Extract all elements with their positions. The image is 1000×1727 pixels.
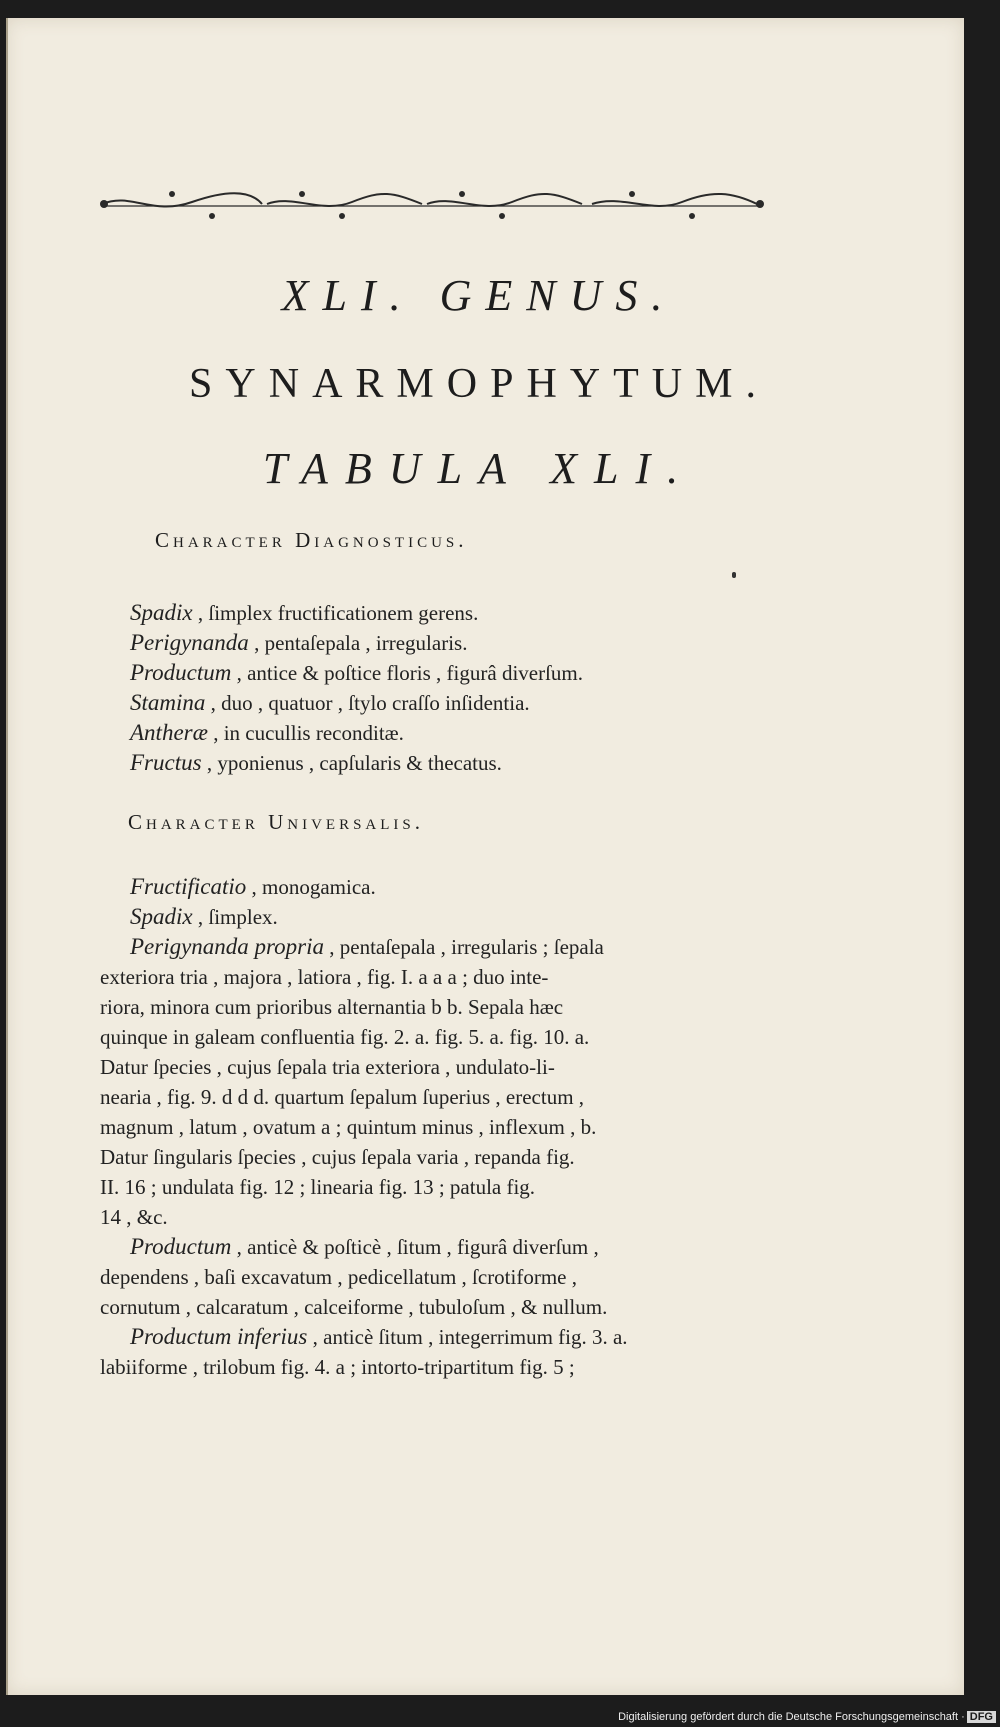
diag-line: Spadix , ſimplex fructificationem gerens. bbox=[130, 600, 479, 625]
para-line: cornutum , calcaratum , calceiforme , tubuloſum , & nullum. bbox=[100, 1295, 608, 1319]
para-line: 14 , &c. bbox=[100, 1205, 168, 1229]
univ-line: Fructificatio , monogamica. bbox=[130, 874, 376, 899]
universal-list bbox=[130, 872, 740, 932]
paragraph-perigynanda bbox=[100, 932, 745, 1232]
para-line: nearia , fig. 9. d d d. quartum ſepalum ſuperius , erectum , bbox=[100, 1085, 585, 1109]
para-line: labiiforme , trilobum fig. 4. a ; intorto-tripartitum fig. 5 ; bbox=[100, 1355, 575, 1379]
paragraph-productum bbox=[100, 1232, 745, 1322]
diagnostic-list bbox=[130, 598, 740, 778]
diag-line: Antheræ , in cucullis reconditæ. bbox=[130, 720, 404, 745]
genus-name: SYNARMOPHYTUM. bbox=[189, 361, 769, 407]
univ-line: Spadix , ſimplex. bbox=[130, 904, 278, 929]
footer-text: Digitalisierung gefördert durch die Deutsche Forschungsgemeinschaft · bbox=[618, 1711, 965, 1723]
para-line: Perigynanda propria , pentaſepala , irregularis ; ſepala bbox=[130, 934, 604, 959]
para-line: quinque in galeam confluentia fig. 2. a. fig. 5. a. fig. 10. a. bbox=[100, 1025, 590, 1049]
diag-line: Stamina , duo , quatuor , ſtylo craſſo inſidentia. bbox=[130, 690, 530, 715]
para-line: riora, minora cum prioribus alternantia b b. Sepala hæc bbox=[100, 995, 564, 1019]
ornament-vine-icon bbox=[92, 182, 772, 230]
dfg-logo: DFG bbox=[967, 1711, 996, 1723]
para-line: Productum , anticè & poſticè , ſitum , figurâ diverſum , bbox=[130, 1234, 599, 1259]
para-line: II. 16 ; undulata fig. 12 ; linearia fig. 13 ; patula fig. bbox=[100, 1175, 536, 1199]
diag-line: Fructus , yponienus , capſularis & thecatus. bbox=[130, 750, 502, 775]
tabula-title: TABULA XLI. bbox=[262, 444, 696, 493]
diag-line: Perigynanda , pentaſepala , irregularis. bbox=[130, 630, 468, 655]
para-line: magnum , latum , ovatum a ; quintum minus , inflexum , b. bbox=[100, 1115, 597, 1139]
ink-speck bbox=[732, 572, 736, 578]
para-line: Datur ſingularis ſpecies , cujus ſepala varia , repanda fig. bbox=[100, 1145, 575, 1169]
paragraph-productum-inferius bbox=[100, 1322, 745, 1382]
para-line: exteriora tria , majora , latiora , fig. I. a a a ; duo inte- bbox=[100, 965, 549, 989]
para-line: Datur ſpecies , cujus ſepala tria exteriora , undulato-li- bbox=[100, 1055, 555, 1079]
digitization-footer bbox=[0, 1711, 996, 1723]
para-line: dependens , baſi excavatum , pedicellatum , ſcrotiforme , bbox=[100, 1265, 577, 1289]
para-line: Productum inferius , anticè ſitum , integerrimum fig. 3. a. bbox=[130, 1324, 628, 1349]
heading-universalis: Character Universalis. bbox=[128, 810, 425, 834]
genus-title: XLI. GENUS. bbox=[281, 271, 677, 320]
diag-line: Productum , antice & poſtice floris , figurâ diverſum. bbox=[130, 660, 584, 685]
heading-diagnosticus: Character Diagnosticus. bbox=[155, 528, 468, 552]
